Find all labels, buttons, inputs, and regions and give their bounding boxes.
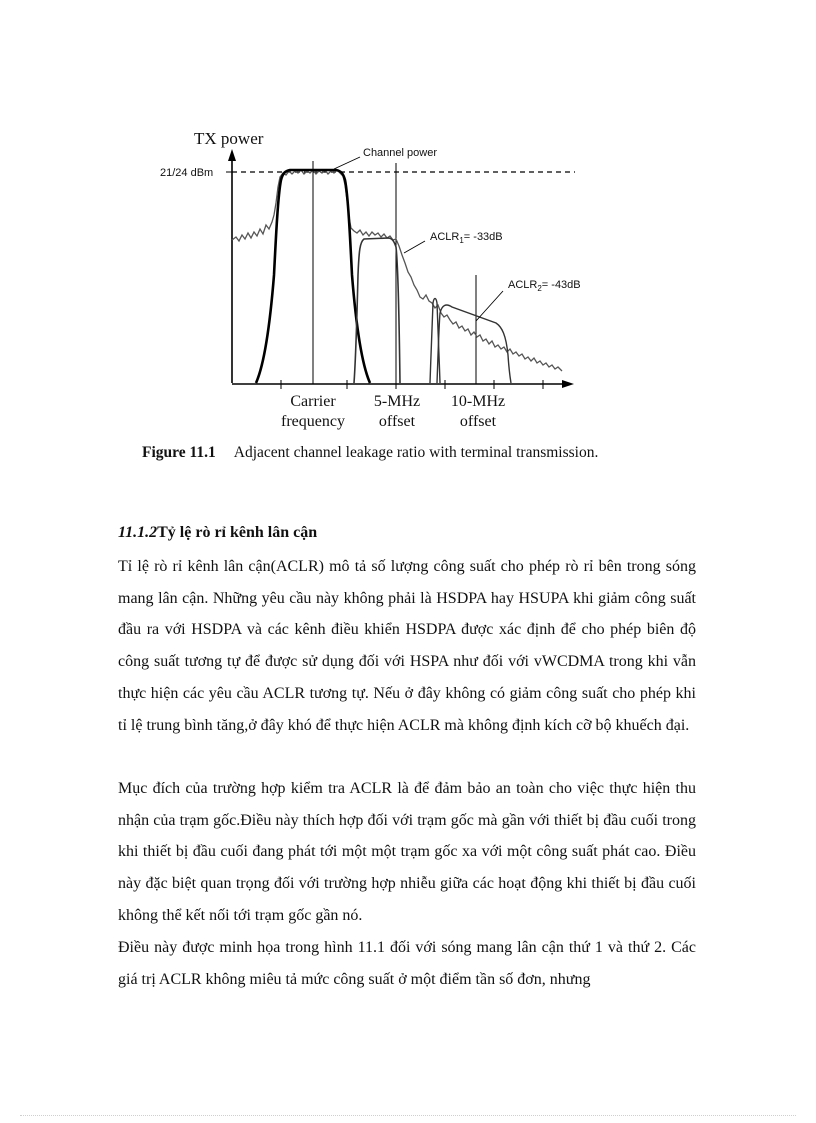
aclr1-annotation [430, 231, 503, 245]
aclr1-prefix: ACLR [430, 231, 460, 243]
y-tick-label: 21/24 dBm [160, 167, 214, 179]
caption-label: Figure 11.1 [142, 444, 216, 461]
x-tick-5mhz [362, 392, 432, 432]
adjacent-filter-1-curve [354, 238, 400, 383]
aclr2-value: = -43dB [541, 279, 581, 291]
aclr1-subscript: 1 [459, 236, 464, 246]
x-tick-line1: 5-MHz [373, 393, 421, 410]
aclr1-leader [404, 241, 425, 253]
x-tick-line2: frequency [281, 413, 345, 430]
x-tick-10mhz [440, 392, 516, 432]
page-bottom-rule [20, 1115, 796, 1116]
y-axis-arrow [228, 149, 236, 161]
axis-title: TX power [194, 129, 264, 148]
x-tick-line2: offset [378, 413, 416, 430]
aclr2-subscript: 2 [537, 284, 542, 294]
section-number: 11.1.2 [118, 524, 158, 541]
section-title: Tỷ lệ rò rỉ kênh lân cận [157, 524, 318, 541]
x-tick-line1: Carrier [290, 393, 336, 410]
aclr-figure [150, 125, 650, 445]
figure-caption [142, 444, 702, 462]
x-tick-line1: 10-MHz [450, 393, 506, 410]
aclr2-prefix: ACLR [508, 279, 538, 291]
aclr2-annotation [508, 279, 581, 293]
paragraph-2: Mục đích của trường hợp kiểm tra ACLR là để đảm bảo an toàn cho việc thực hiện thu nhận của trạm gốc.Điều này thích hợp đối với trạm gốc mà gần với thiết bị đầu cuối trong khi thiết bị đầu cuối đang phát tới một một trạm gốc xa với một công suất phát cao. Điều này đặc biệt quan trọng đối với trường hợp nhiễu giữa các hoạt động khi thiết bị đầu cuối không thể kết nối tới trạm gốc gần nó. [118, 780, 696, 924]
paragraph-1: Tỉ lệ rò rỉ kênh lân cận(ACLR) mô tả số lượng công suất cho phép rò rỉ bên trong sóng mang lân cận. Những yêu cầu này không phải là HSDPA hay HSUPA khi giảm công suất đầu ra với HSDPA và các kênh điều khiển HSDPA được xác định để cho phép biên độ công suất tương tự để được sử dụng đối với HSPA như đối với vWCDMA trong khi vẫn thực hiện các yêu cầu ACLR tương tự. Nếu ở đây không có giảm công suất cho phép khi tỉ lệ trung bình tăng,ở đây khó để thực hiện ACLR mà không định kích cỡ bộ khuếch đại. [118, 558, 696, 734]
caption-text: Adjacent channel leakage ratio with terminal transmission. [233, 444, 599, 461]
x-axis-arrow [562, 380, 574, 388]
paragraph-3: Điều này được minh họa trong hình 11.1 đối với sóng mang lân cận thứ 1 và thứ 2. Các giá trị ACLR không miêu tả mức công suất ở một điểm tần số đơn, nhưng [118, 939, 696, 988]
section-heading [118, 524, 317, 542]
spectrum-plot [150, 125, 650, 395]
x-tick-carrier [268, 392, 358, 432]
aclr2-leader [476, 291, 503, 321]
channel-power-annotation: Channel power [363, 147, 437, 159]
aclr1-value: = -33dB [463, 231, 503, 243]
x-tick-line2: offset [459, 413, 497, 430]
channel-power-leader [334, 157, 360, 169]
